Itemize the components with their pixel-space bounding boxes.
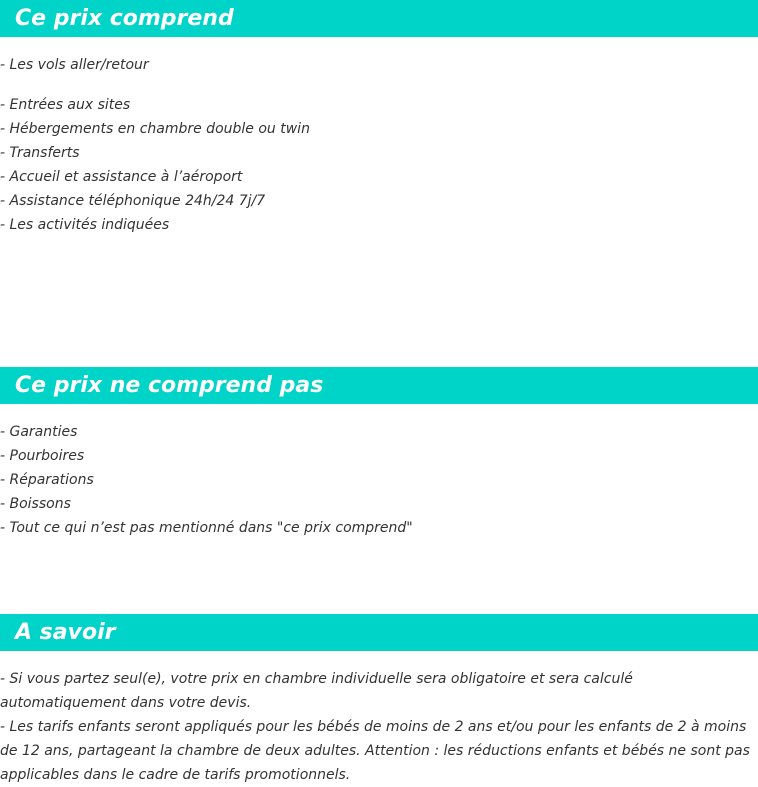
list-item: - Entrées aux sites (0, 97, 131, 113)
paragraph: - Si vous partez seul(e), votre prix en chambre individuelle sera obligatoire et sera calculé automatiquement dans votre devis. (0, 671, 633, 711)
good-to-know-text (0, 667, 758, 787)
list-item: - Transferts (0, 145, 80, 161)
list-item: - Accueil et assistance à l’aéroport (0, 169, 243, 185)
list-item: - Assistance téléphonique 24h/24 7j/7 (0, 193, 266, 209)
section-title-good-to-know: A savoir (0, 614, 758, 651)
section-good-to-know (0, 614, 758, 787)
list-item: - Les vols aller/retour (0, 57, 149, 73)
included-list (0, 53, 758, 237)
list-item: - Pourboires (0, 448, 85, 464)
list-item: - Garanties (0, 424, 78, 440)
section-title-not-included: Ce prix ne comprend pas (0, 367, 758, 404)
list-item: - Boissons (0, 496, 71, 512)
list-item: - Réparations (0, 472, 94, 488)
not-included-list (0, 420, 758, 540)
section-title-included: Ce prix comprend (0, 0, 758, 37)
paragraph: - Les tarifs enfants seront appliqués pour les bébés de moins de 2 ans et/ou pour les enfants de 2 à moins de 12 ans, partageant la chambre de deux adultes. Attention : les réductions enfants et bébés ne sont pas applicables dans le cadre de tarifs promotionnels. (0, 719, 750, 783)
list-item: - Tout ce qui n’est pas mentionné dans "ce prix comprend" (0, 520, 413, 536)
section-included (0, 0, 758, 237)
list-item: - Les activités indiquées (0, 217, 170, 233)
section-not-included (0, 367, 758, 540)
list-item: - Hébergements en chambre double ou twin (0, 121, 310, 137)
